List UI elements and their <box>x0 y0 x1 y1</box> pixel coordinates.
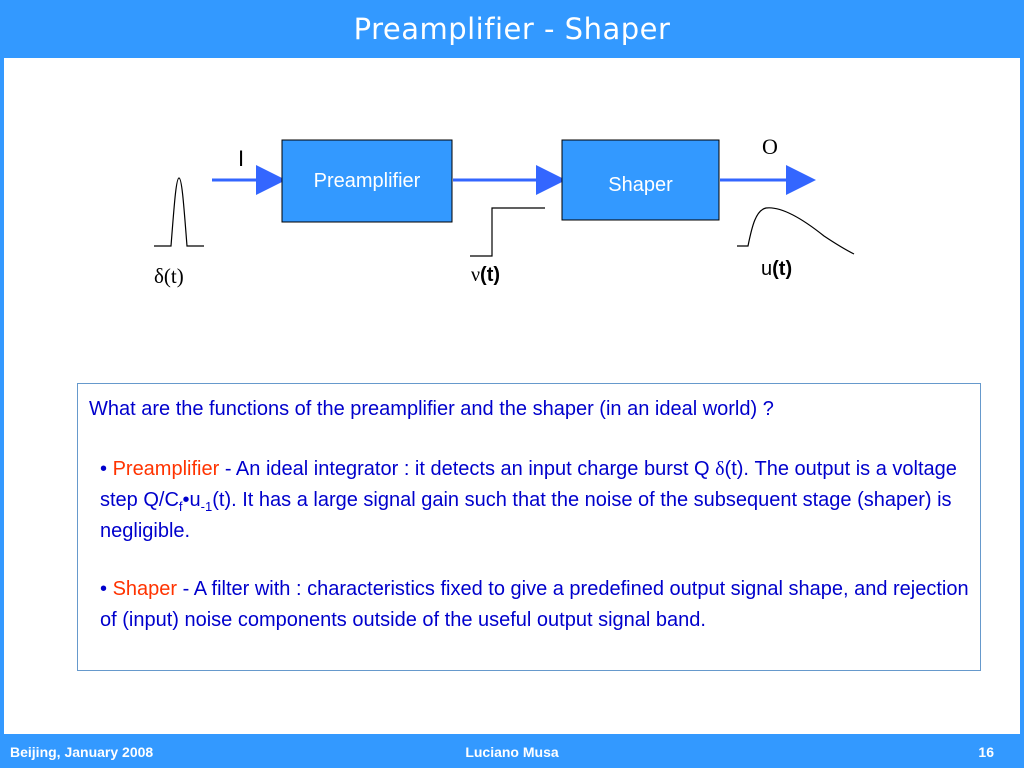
preamplifier-paragraph <box>100 454 970 547</box>
footer-page-number: 16 <box>978 744 994 760</box>
footer-author: Luciano Musa <box>465 744 559 760</box>
preamplifier-term: Preamplifier <box>112 458 220 480</box>
preamplifier-text-4: (t). It has a large signal gain such that the noise of the subsequent stage (shaper) is negligible. <box>100 489 952 542</box>
question-text: What are the functions of the preamplifier and the shaper (in an ideal world) ? <box>89 398 774 420</box>
preamplifier-box-label: Preamplifier <box>313 170 421 192</box>
subscript-minus-one: -1 <box>200 499 213 514</box>
nu-symbol: ν <box>471 264 481 286</box>
delta-t-label <box>154 264 184 289</box>
u-symbol: u <box>761 258 773 280</box>
shaper-term: Shaper <box>112 578 178 600</box>
nu-t-label <box>471 264 500 287</box>
slide-content <box>4 58 1020 734</box>
step-waveform <box>470 208 545 256</box>
u-argument: (t) <box>772 258 793 280</box>
shaper-bullet: • <box>100 578 113 600</box>
slide-title: Preamplifier - Shaper <box>353 12 671 46</box>
delta-argument: (t) <box>163 264 184 288</box>
nu-argument: (t) <box>480 264 501 286</box>
preamplifier-text-1: - An ideal integrator : it detects an input charge burst Q <box>219 458 716 480</box>
delta-pulse-waveform <box>154 178 204 246</box>
shaper-text: - A filter with : characteristics fixed to give a predefined output signal shape, and rejection of (input) noise components outside of the useful output signal band. <box>100 578 969 631</box>
preamplifier-bullet: • <box>100 458 113 480</box>
slide-footer <box>0 736 1024 768</box>
preamplifier-text-3: •u <box>182 489 201 511</box>
delta-inline: δ <box>715 458 725 480</box>
delta-symbol: δ <box>154 264 164 288</box>
input-label: I <box>238 146 245 171</box>
explanation-box <box>77 383 981 671</box>
output-label: O <box>762 134 778 159</box>
u-t-label <box>761 258 792 281</box>
shaper-box-label: Shaper <box>608 174 673 196</box>
subscript-f: f <box>178 499 183 514</box>
shaper-paragraph <box>100 574 970 636</box>
footer-location-date: Beijing, January 2008 <box>10 744 154 760</box>
preamplifier-text-2: (t). The output is a voltage step Q/C <box>100 458 957 511</box>
shaped-pulse-waveform <box>737 208 854 254</box>
block-diagram <box>4 58 1020 378</box>
